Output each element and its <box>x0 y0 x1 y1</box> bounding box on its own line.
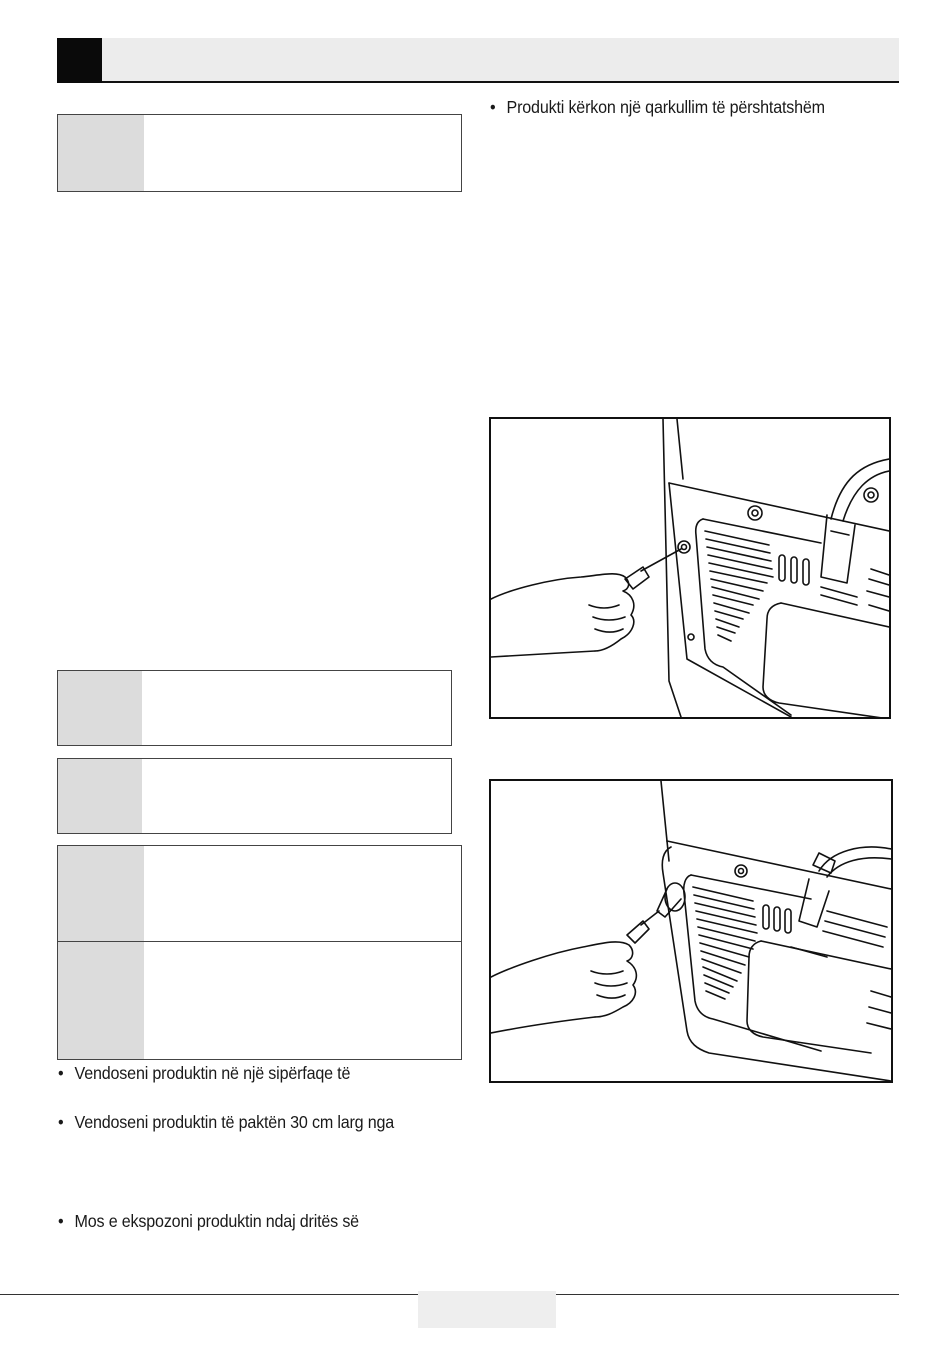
info-box-5 <box>57 941 462 1060</box>
bullet-item: • Produkti kërkon një qarkullim të përshtatshëm <box>490 97 825 117</box>
info-box-icon-area <box>58 759 142 833</box>
info-box-3 <box>57 758 452 834</box>
info-box-icon-area <box>58 846 144 941</box>
info-box-4 <box>57 845 462 942</box>
bullet-item: • Mos e ekspozoni produktin ndaj dritës së <box>58 1211 359 1231</box>
figure-2-illustration <box>491 781 891 1081</box>
info-box-1 <box>57 114 462 192</box>
info-box-icon-area <box>58 115 144 191</box>
info-box-2 <box>57 670 452 746</box>
bullet-item: • Vendoseni produktin të paktën 30 cm larg nga <box>58 1112 395 1132</box>
section-number-block <box>57 38 102 83</box>
info-box-icon-area <box>58 671 142 745</box>
section-header-bar <box>57 38 899 83</box>
bullet-item: • Vendoseni produktin në një sipërfaqe të <box>58 1063 351 1083</box>
figure-unscrew-back-panel <box>489 417 891 719</box>
figure-1-illustration <box>491 419 889 717</box>
page-number-box <box>418 1291 556 1328</box>
figure-tighten-screw <box>489 779 893 1083</box>
info-box-icon-area <box>58 942 144 1059</box>
